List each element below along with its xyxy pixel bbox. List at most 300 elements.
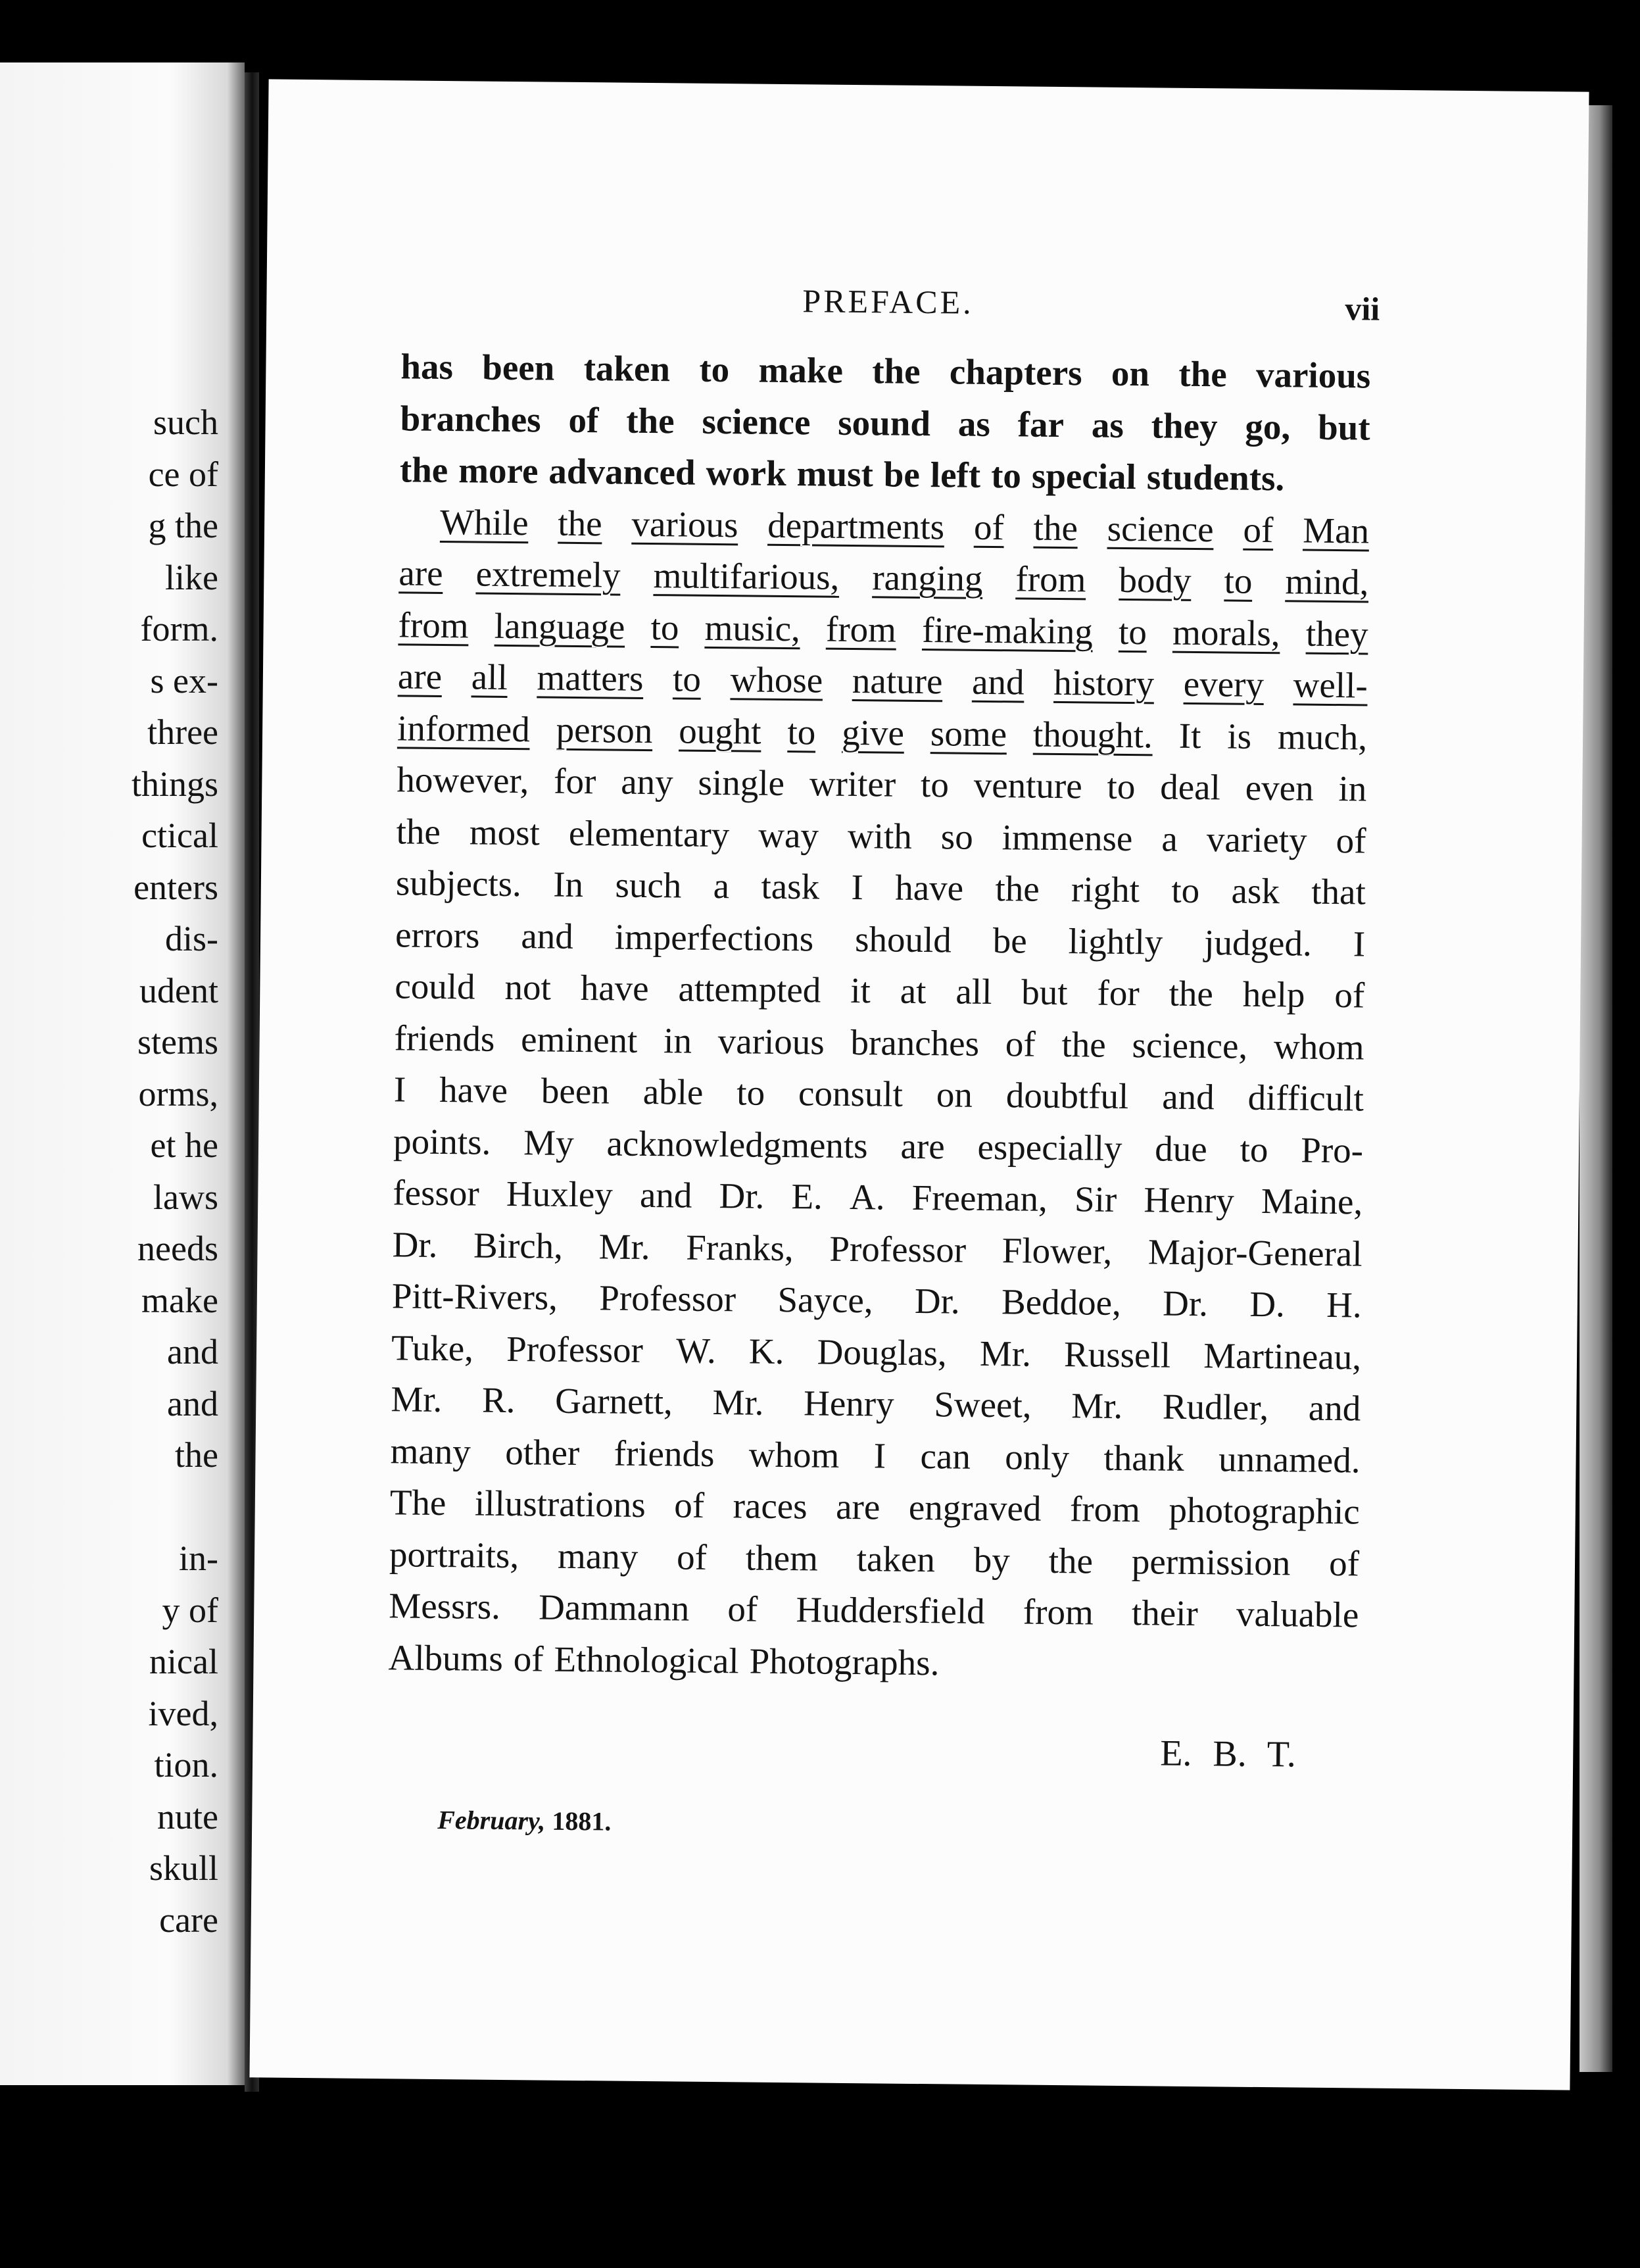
word: to (1171, 870, 1200, 911)
text-line (398, 599, 1368, 660)
word: lightly (1068, 920, 1163, 962)
word: Russell (1063, 1333, 1171, 1375)
word: from (1069, 1489, 1141, 1530)
left-page-fragment: y of (162, 1590, 218, 1630)
word: to (920, 764, 950, 805)
page-header (266, 276, 1587, 335)
text-line (389, 1529, 1360, 1590)
word: E. (791, 1176, 823, 1217)
word: variety (1206, 818, 1307, 860)
word: Sir (1074, 1179, 1117, 1220)
word: much, (1277, 716, 1368, 758)
author-initials: E. B. T. (1159, 1733, 1297, 1775)
word: illustrations (474, 1483, 646, 1525)
word: Ethnological (554, 1639, 739, 1681)
word: are (398, 553, 443, 594)
text-line (400, 444, 1370, 505)
word: science, (1132, 1024, 1248, 1066)
word: not (504, 966, 552, 1008)
word: could (395, 966, 475, 1007)
word: more (458, 450, 539, 491)
left-page-fragment: ce of (148, 454, 218, 494)
word: Garnett, (554, 1380, 673, 1422)
word: a (1161, 818, 1178, 859)
word: fessor (393, 1172, 480, 1214)
word: of (1334, 975, 1365, 1016)
word: Freeman, (911, 1177, 1048, 1219)
word: have (894, 867, 964, 908)
word: only (1005, 1436, 1070, 1477)
word: at (900, 970, 927, 1012)
word: the (558, 503, 602, 543)
word: from (398, 604, 469, 645)
word: to (1118, 611, 1147, 652)
word: immense (1001, 816, 1133, 858)
dateline (437, 1804, 612, 1837)
text-line (393, 1167, 1363, 1228)
word: most (469, 811, 541, 852)
word: the (1178, 353, 1228, 395)
word: the (871, 351, 921, 391)
word: science (702, 401, 811, 442)
word: Henry (1144, 1179, 1235, 1221)
word: eminent (520, 1018, 638, 1060)
word: doubtful (1005, 1075, 1129, 1117)
word: branches (850, 1022, 980, 1064)
word: subjects. (395, 862, 522, 904)
word: Dr. (392, 1223, 438, 1265)
word: been (482, 347, 555, 388)
left-page-fragment: and (167, 1332, 218, 1371)
word: help (1242, 974, 1305, 1015)
preface-page (249, 79, 1589, 2090)
left-page-fragment: tion. (154, 1745, 218, 1785)
left-page-fragment: three (147, 712, 218, 752)
word: nature (852, 660, 943, 702)
word: give (842, 712, 905, 753)
text-line (388, 1632, 1359, 1693)
word: I (851, 866, 864, 908)
word: a (713, 865, 730, 906)
word: to (1107, 766, 1136, 807)
word: has (400, 346, 454, 387)
word: the (995, 868, 1040, 909)
word: but (1317, 407, 1370, 448)
word: from (825, 608, 897, 650)
word: task (761, 866, 820, 907)
word: language (494, 605, 625, 647)
word: Messrs. (389, 1585, 501, 1627)
word: science (1107, 508, 1214, 549)
word: on (1111, 353, 1150, 394)
word: various (631, 503, 738, 545)
word: portraits, (389, 1533, 519, 1575)
text-line (393, 1116, 1364, 1177)
word: of (1328, 1542, 1360, 1583)
word: is (1227, 715, 1252, 756)
word: imperfections (614, 916, 814, 958)
word: to (699, 349, 730, 390)
text-line (395, 960, 1365, 1022)
word: however, (397, 759, 529, 801)
word: for (553, 760, 596, 802)
word: Flower, (1001, 1229, 1113, 1271)
word: to (1224, 560, 1253, 601)
word: in (1338, 768, 1367, 809)
left-page-fragment: s ex- (150, 660, 218, 701)
word: the (625, 400, 675, 441)
word: R. (481, 1379, 516, 1421)
running-head: PREFACE. (802, 282, 974, 321)
word: Mr. (391, 1379, 443, 1420)
left-page-fragment: in- (179, 1539, 218, 1578)
word: are (397, 656, 443, 697)
left-page-fragment: enters (133, 867, 218, 907)
word: such (615, 864, 682, 906)
word: advanced (548, 451, 696, 493)
word: I (393, 1069, 406, 1110)
text-line (396, 857, 1366, 918)
word: to (1240, 1129, 1268, 1170)
left-page-fragment: udent (139, 970, 218, 1010)
word: I (873, 1435, 886, 1476)
word: morals, (1172, 612, 1280, 653)
word: Beddoe, (1001, 1281, 1122, 1323)
word: Sweet, (934, 1384, 1032, 1425)
text-line (391, 1322, 1362, 1383)
word: Mr. (979, 1333, 1032, 1374)
word: other (504, 1431, 580, 1473)
word: ought (679, 710, 761, 752)
word: Dr. (1162, 1283, 1209, 1324)
word: Professor (506, 1328, 644, 1370)
left-page-fragment: care (159, 1900, 218, 1940)
left-page-fragment: nical (149, 1642, 218, 1681)
word: work (706, 452, 787, 494)
word: consult (798, 1073, 904, 1114)
word: by (973, 1539, 1011, 1580)
word: the (1033, 507, 1078, 548)
word: them (745, 1537, 819, 1579)
word: person (556, 709, 653, 751)
word: Photographs. (749, 1640, 940, 1683)
word: friends (614, 1433, 715, 1474)
word: so (940, 816, 974, 857)
word: Professor (829, 1228, 967, 1270)
word: special (1031, 455, 1137, 497)
word: Dr. (719, 1175, 765, 1216)
left-page-fragment: stems (137, 1022, 218, 1062)
word: to (672, 658, 702, 699)
word: from (1023, 1591, 1094, 1633)
word: Henry (803, 1383, 894, 1424)
word: multifarious, (653, 555, 840, 597)
word: way (758, 814, 819, 856)
word: the (396, 810, 441, 852)
word: Maine, (1261, 1181, 1363, 1222)
word: Franks, (685, 1227, 794, 1268)
word: and (1308, 1387, 1361, 1429)
left-page-fragment: things (131, 764, 218, 804)
word: fire-making (921, 609, 1094, 651)
text-line (398, 651, 1368, 712)
word: W. (675, 1329, 717, 1371)
left-page-fragment: orms, (138, 1073, 218, 1114)
word: acknowledgments (606, 1122, 868, 1166)
word: on (936, 1074, 973, 1115)
word: Major-General (1147, 1231, 1363, 1273)
word: they (1305, 613, 1368, 654)
word: of (513, 1638, 544, 1679)
body-text (388, 341, 1371, 1692)
word: of (1243, 509, 1274, 550)
word: history (1053, 662, 1155, 704)
word: the (399, 449, 448, 491)
word: venture (973, 764, 1082, 806)
word: right (1071, 869, 1140, 910)
left-page-fragment: skull (149, 1848, 218, 1888)
word: of (673, 1485, 705, 1525)
word: to (736, 1072, 765, 1113)
text-line (397, 754, 1367, 815)
word: engraved (908, 1487, 1042, 1529)
word: make (758, 349, 844, 391)
word: and (971, 661, 1025, 703)
word: various (717, 1020, 825, 1062)
word: Martineau, (1203, 1335, 1362, 1377)
word: single (698, 762, 785, 804)
word: as (957, 403, 991, 444)
left-page-fragment: make (141, 1280, 218, 1320)
text-line (391, 1373, 1361, 1435)
word: many (390, 1430, 471, 1471)
word: deal (1159, 766, 1221, 808)
left-page-fragment: dis- (165, 919, 218, 958)
word: Rudler, (1162, 1386, 1269, 1428)
text-line (394, 1064, 1364, 1125)
word: but (1021, 972, 1068, 1013)
word: races (733, 1485, 808, 1527)
word: Professor (599, 1277, 736, 1319)
text-line (399, 496, 1370, 557)
word: A. (849, 1176, 885, 1218)
word: they (1151, 405, 1218, 446)
word: are (900, 1125, 945, 1166)
word: of (676, 1536, 708, 1577)
word: the (1061, 1023, 1107, 1065)
word: Mr. (1071, 1385, 1123, 1426)
word: body (1119, 559, 1192, 601)
left-page-fragment: nute (157, 1796, 218, 1837)
text-line (392, 1219, 1363, 1280)
date-year: 1881. (552, 1806, 612, 1837)
word: Pro- (1301, 1129, 1364, 1170)
text-line (394, 1012, 1364, 1073)
left-facing-page (0, 62, 245, 2085)
word: of (568, 399, 599, 440)
text-line (400, 341, 1371, 402)
page-number: vii (1345, 290, 1380, 328)
word: whose (730, 659, 823, 701)
text-line (398, 547, 1369, 608)
word: Mr. (598, 1225, 650, 1267)
word: H. (1326, 1284, 1363, 1325)
word: judged. (1204, 922, 1313, 964)
text-line (396, 806, 1366, 867)
word: ranging (872, 557, 983, 599)
left-page-fragment: such (153, 403, 218, 442)
word: be (883, 454, 921, 495)
word: must (796, 453, 874, 495)
text-line (400, 393, 1370, 454)
word: from (1015, 558, 1086, 600)
word: writer (809, 763, 896, 804)
left-page-fragment: needs (137, 1229, 218, 1268)
word: Huxley (506, 1173, 614, 1215)
word: Sayce, (777, 1279, 873, 1321)
word: taken (583, 348, 671, 389)
word: to (787, 711, 816, 752)
word: every (1183, 663, 1265, 705)
left-page-fragment: the (175, 1435, 218, 1475)
word: friends (394, 1017, 495, 1059)
word: for (1097, 972, 1140, 1014)
word: matters (537, 657, 644, 699)
word: extremely (475, 553, 621, 595)
word: informed (397, 707, 531, 749)
word: any (620, 761, 673, 802)
word: Mr. (712, 1382, 764, 1423)
word: My (523, 1122, 574, 1163)
word: are (835, 1486, 880, 1527)
date-month: February, (437, 1805, 546, 1836)
word: Man (1302, 510, 1370, 551)
word: the (1048, 1540, 1094, 1581)
word: especially (977, 1126, 1122, 1168)
word: Douglas, (817, 1331, 948, 1373)
word: unnamed. (1218, 1438, 1361, 1480)
word: departments (767, 505, 945, 547)
word: go, (1245, 406, 1291, 447)
word: of (973, 506, 1005, 547)
word: branches (400, 397, 541, 439)
word: Birch, (473, 1225, 564, 1266)
word: whom (748, 1434, 840, 1475)
word: to (650, 606, 679, 647)
word: and (1161, 1076, 1215, 1118)
word: have (439, 1069, 508, 1110)
word: of (727, 1589, 758, 1629)
word: even (1245, 767, 1314, 808)
word: it (850, 970, 871, 1011)
word: able (642, 1071, 704, 1112)
word: thank (1103, 1437, 1185, 1479)
word: photographic (1169, 1489, 1361, 1532)
word: Dr. (914, 1280, 960, 1321)
word: with (847, 815, 913, 856)
word: While (439, 501, 529, 543)
word: far (1017, 403, 1065, 445)
left-page-fragment: ived, (148, 1693, 218, 1733)
word: been (541, 1070, 610, 1112)
word: mind, (1285, 561, 1369, 603)
word: as (1091, 404, 1124, 445)
word: can (920, 1435, 971, 1477)
text-line (391, 1270, 1362, 1331)
word: taken (856, 1538, 936, 1579)
word: Huddersfield (796, 1589, 985, 1631)
word: various (1255, 354, 1371, 396)
left-page-fragment: laws (153, 1177, 218, 1217)
word: that (1311, 871, 1366, 912)
word: sound (838, 402, 931, 443)
word: the (1169, 973, 1214, 1014)
left-page-fragment: form. (140, 609, 218, 649)
word: have (580, 968, 649, 1009)
word: to (990, 455, 1022, 496)
word: permission (1131, 1541, 1291, 1583)
text-line (390, 1425, 1361, 1487)
word: attempted (678, 968, 821, 1010)
left-page-fragment: g the (148, 506, 218, 545)
word: many (557, 1535, 639, 1577)
word: In (552, 864, 584, 905)
word: chapters (949, 351, 1082, 393)
word: elementary (568, 812, 730, 854)
word: whom (1273, 1025, 1364, 1067)
word: well- (1293, 664, 1368, 706)
word: should (854, 918, 952, 960)
left-page-fragment: et he (150, 1125, 218, 1165)
text-line (395, 909, 1366, 970)
word: Dammann (538, 1587, 690, 1629)
word: ask (1231, 870, 1280, 912)
text-line (397, 703, 1368, 764)
word: Albums (388, 1637, 504, 1679)
word: be (992, 920, 1028, 961)
word: some (930, 712, 1007, 754)
word: Tuke, (391, 1327, 474, 1369)
word: in (663, 1020, 692, 1061)
word: points. (393, 1120, 491, 1162)
word: their (1131, 1592, 1199, 1634)
word: errors (395, 914, 480, 956)
word: music, (704, 607, 801, 649)
word: left (930, 455, 981, 495)
text-line (389, 1477, 1360, 1538)
word: and (521, 915, 574, 956)
left-page-fragment: like (165, 557, 218, 597)
text-line (389, 1580, 1359, 1641)
word: and (639, 1174, 692, 1216)
word: difficult (1247, 1077, 1364, 1119)
word: K. (748, 1331, 784, 1371)
left-page-fragment: and (167, 1383, 218, 1423)
word: due (1155, 1127, 1208, 1169)
word: valuable (1236, 1593, 1359, 1635)
word: thought. (1032, 714, 1153, 755)
word: of (1336, 820, 1366, 861)
word: all (955, 971, 992, 1012)
word: students. (1146, 456, 1285, 499)
word: It (1178, 715, 1201, 756)
left-page-fragment: ctical (141, 816, 218, 855)
word: D. (1249, 1283, 1286, 1325)
word: Pitt-Rivers, (391, 1275, 558, 1318)
word: The (389, 1482, 446, 1523)
word: I (1353, 923, 1366, 964)
word: of (1005, 1023, 1036, 1064)
